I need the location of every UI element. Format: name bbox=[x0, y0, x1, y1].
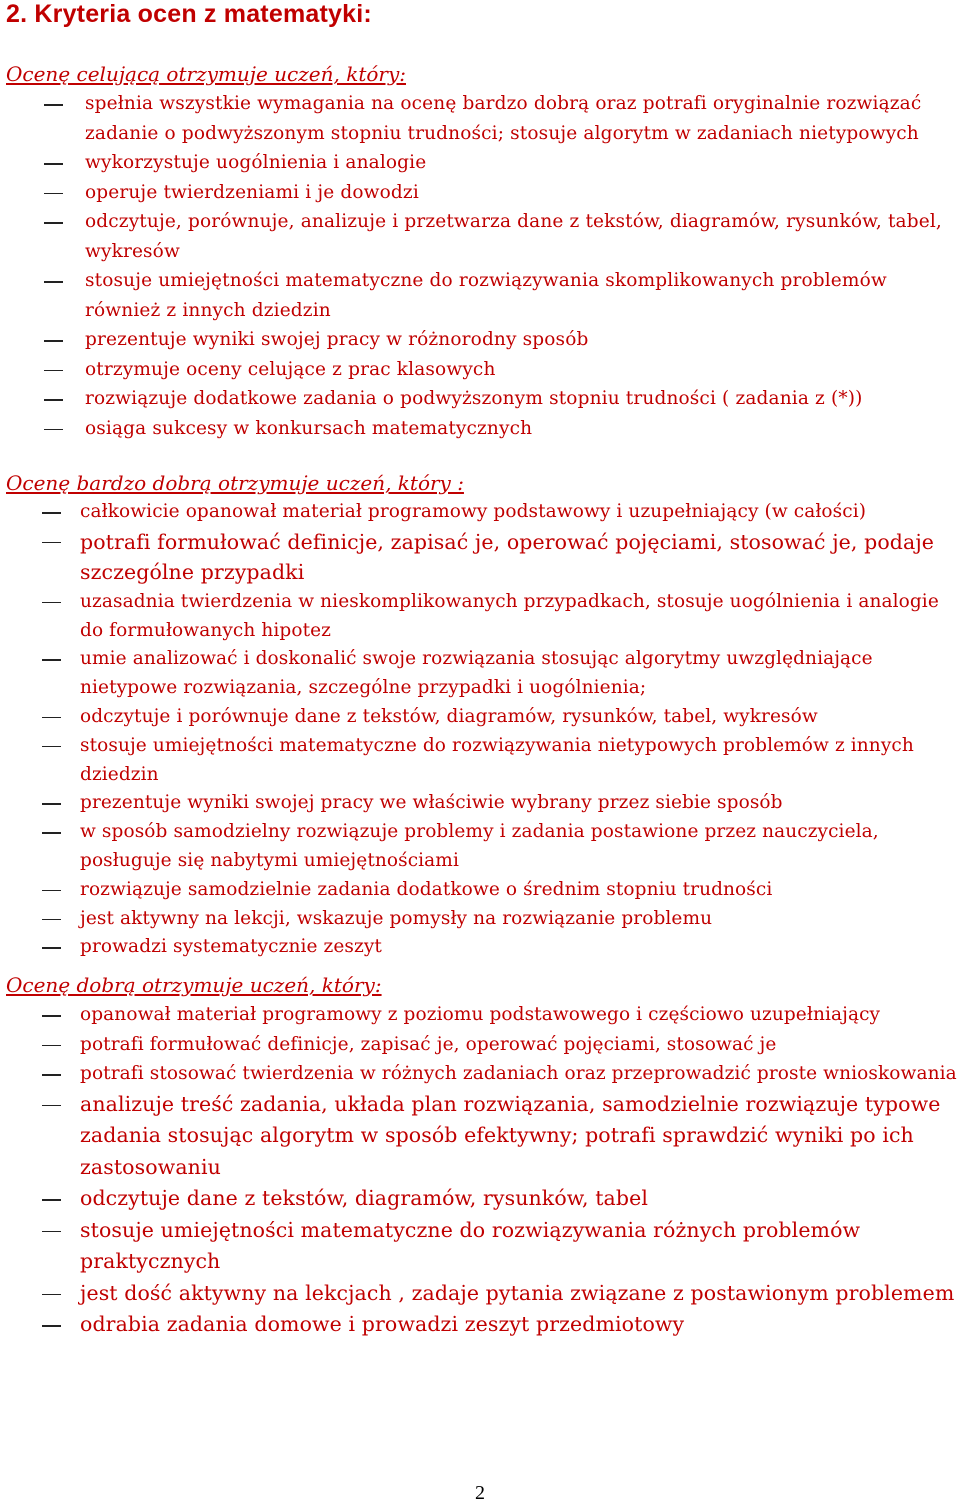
section-celujaca bbox=[0, 60, 960, 443]
dash-bullet-icon bbox=[42, 542, 61, 544]
criteria-list bbox=[0, 1000, 960, 1341]
list-item: potrafi formułować definicje, zapisać je, operować pojęciami, stosować je, podaje szczególne przypadki bbox=[0, 527, 960, 588]
dash-bullet-icon bbox=[42, 1325, 61, 1327]
criteria-list bbox=[0, 498, 960, 962]
dash-bullet-icon bbox=[42, 1015, 61, 1017]
dash-bullet-icon bbox=[44, 370, 63, 372]
list-item: prezentuje wyniki swojej pracy we właściwie wybrany przez siebie sposób bbox=[0, 789, 960, 818]
dash-bullet-icon bbox=[42, 746, 61, 748]
list-item: odczytuje i porównuje dane z tekstów, diagramów, rysunków, tabel, wykresów bbox=[0, 703, 960, 732]
list-item: opanował materiał programowy z poziomu podstawowego i częściowo uzupełniający bbox=[0, 1000, 960, 1030]
dash-bullet-icon bbox=[42, 890, 61, 892]
list-item: całkowicie opanował materiał programowy podstawowy i uzupełniający (w całości) bbox=[0, 498, 960, 527]
list-item: spełnia wszystkie wymagania na ocenę bardzo dobrą oraz potrafi oryginalnie rozwiązać zadanie o podwyższonym stopniu trudności; stosuje algorytm w zadaniach nietypowych bbox=[0, 89, 960, 148]
list-item: odczytuje, porównuje, analizuje i przetwarza dane z tekstów, diagramów, rysunków, tabel, wykresów bbox=[0, 207, 960, 266]
section-title: Ocenę bardzo dobrą otrzymuje uczeń, który : bbox=[6, 471, 464, 495]
page-number: 2 bbox=[475, 1482, 485, 1504]
dash-bullet-icon bbox=[42, 1199, 61, 1201]
dash-bullet-icon bbox=[42, 717, 61, 719]
section-title: Ocenę dobrą otrzymuje uczeń, który: bbox=[6, 973, 382, 997]
list-item: wykorzystuje uogólnienia i analogie bbox=[0, 148, 960, 178]
dash-bullet-icon bbox=[44, 222, 63, 224]
list-item: odrabia zadania domowe i prowadzi zeszyt przedmiotowy bbox=[0, 1309, 960, 1341]
dash-bullet-icon bbox=[44, 163, 63, 165]
section-dobra bbox=[0, 971, 960, 1341]
list-item: prowadzi systematycznie zeszyt bbox=[0, 933, 960, 962]
list-item: uzasadnia twierdzenia w nieskomplikowanych przypadkach, stosuje uogólnienia i analogie do formułowanych hipotez bbox=[0, 588, 960, 646]
list-item: jest aktywny na lekcji, wskazuje pomysły na rozwiązanie problemu bbox=[0, 905, 960, 934]
list-item: prezentuje wyniki swojej pracy w różnorodny sposób bbox=[0, 325, 960, 355]
list-item: analizuje treść zadania, układa plan rozwiązania, samodzielnie rozwiązuje typowe zadania stosując algorytm w sposób efektywny; potrafi sprawdzić wyniki po ich zastosowaniu bbox=[0, 1089, 960, 1184]
dash-bullet-icon bbox=[42, 659, 61, 661]
list-item: otrzymuje oceny celujące z prac klasowych bbox=[0, 355, 960, 385]
dash-bullet-icon bbox=[42, 1045, 61, 1047]
section-bardzo-dobra bbox=[0, 469, 960, 962]
list-item: potrafi formułować definicje, zapisać je, operować pojęciami, stosować je bbox=[0, 1030, 960, 1060]
dash-bullet-icon bbox=[42, 1105, 61, 1107]
dash-bullet-icon bbox=[42, 919, 61, 921]
list-item: operuje twierdzeniami i je dowodzi bbox=[0, 178, 960, 208]
list-item: umie analizować i doskonalić swoje rozwiązania stosując algorytmy uwzględniające nietypowe rozwiązania, szczególne przypadki i uogólnienia; bbox=[0, 645, 960, 703]
list-item: jest dość aktywny na lekcjach , zadaje pytania związane z postawionym problemem bbox=[0, 1278, 960, 1310]
list-item: rozwiązuje samodzielnie zadania dodatkowe o średnim stopniu trudności bbox=[0, 876, 960, 905]
document-heading: 2. Kryteria ocen z matematyki: bbox=[6, 0, 372, 28]
list-item: stosuje umiejętności matematyczne do rozwiązywania nietypowych problemów z innych dziedzin bbox=[0, 732, 960, 790]
dash-bullet-icon bbox=[42, 1294, 61, 1296]
dash-bullet-icon bbox=[44, 340, 63, 342]
section-title: Ocenę celującą otrzymuje uczeń, który: bbox=[6, 62, 406, 86]
list-item: stosuje umiejętności matematyczne do rozwiązywania różnych problemów praktycznych bbox=[0, 1215, 960, 1278]
list-item: w sposób samodzielny rozwiązuje problemy i zadania postawione przez nauczyciela, posługuje się nabytymi umiejętnościami bbox=[0, 818, 960, 876]
list-item: rozwiązuje dodatkowe zadania o podwyższonym stopniu trudności ( zadania z (*)) bbox=[0, 384, 960, 414]
criteria-list bbox=[0, 89, 960, 443]
list-item: potrafi stosować twierdzenia w różnych zadaniach oraz przeprowadzić proste wnioskowania bbox=[0, 1059, 960, 1089]
dash-bullet-icon bbox=[42, 1231, 61, 1233]
dash-bullet-icon bbox=[42, 1074, 61, 1076]
dash-bullet-icon bbox=[42, 512, 61, 514]
dash-bullet-icon bbox=[42, 947, 61, 949]
dash-bullet-icon bbox=[44, 193, 63, 195]
dash-bullet-icon bbox=[44, 281, 63, 283]
dash-bullet-icon bbox=[44, 429, 63, 431]
dash-bullet-icon bbox=[44, 399, 63, 401]
dash-bullet-icon bbox=[44, 104, 63, 106]
dash-bullet-icon bbox=[42, 803, 61, 805]
list-item: odczytuje dane z tekstów, diagramów, rysunków, tabel bbox=[0, 1183, 960, 1215]
dash-bullet-icon bbox=[42, 602, 61, 604]
list-item: stosuje umiejętności matematyczne do rozwiązywania skomplikowanych problemów również z innych dziedzin bbox=[0, 266, 960, 325]
dash-bullet-icon bbox=[42, 832, 61, 834]
list-item: osiąga sukcesy w konkursach matematycznych bbox=[0, 414, 960, 444]
